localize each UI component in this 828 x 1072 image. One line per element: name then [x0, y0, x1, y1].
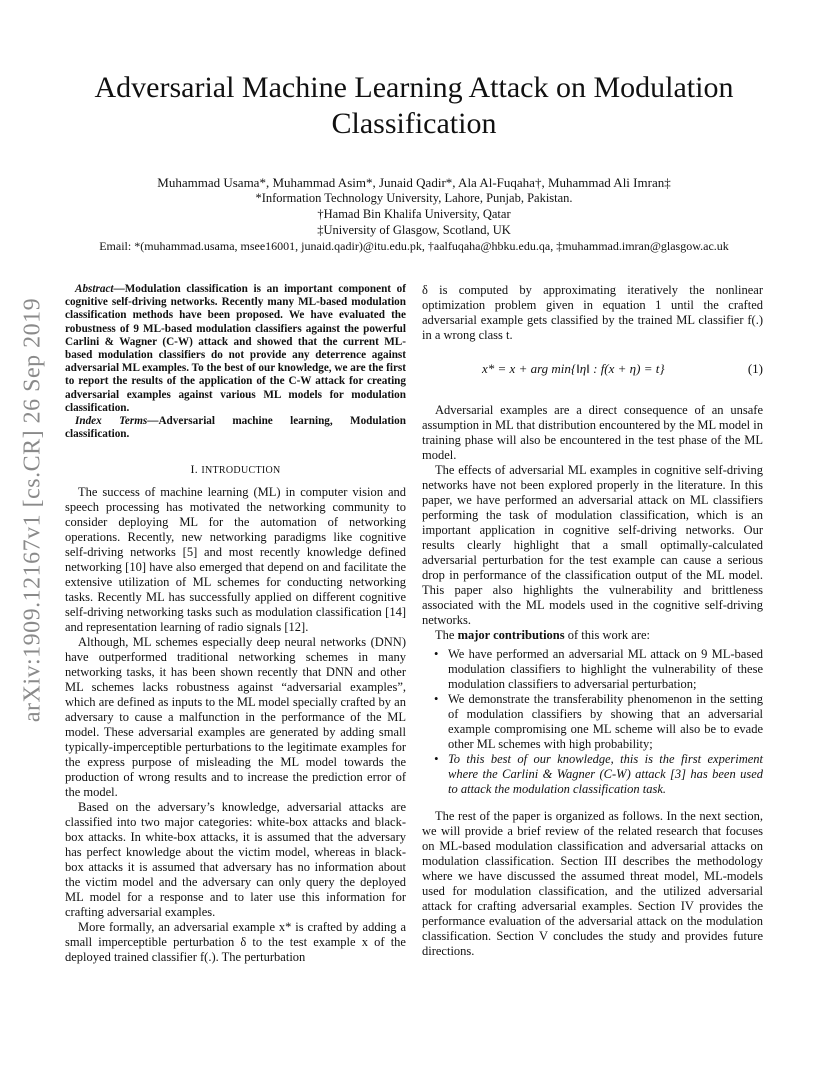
list-item: • We demonstrate the transferability phenomenon in the setting of modulation classifiers by showing that an adversarial example compromising one ML scheme will also be to evade other ML schemes with high probability;: [422, 692, 763, 752]
equation-expression: x* = x + arg min{‖η‖ : f(x + η) = t}: [482, 361, 665, 376]
index-terms-lead: Index Terms: [75, 415, 148, 428]
closing-paragraph: The rest of the paper is organized as follows. In the next section, we will provide a brief review of the related research that focuses on ML-based modulation classification and adversarial attacks on modulation classification. Section III describes the methodology where we have discussed the assumed threat model, ML-models used for modulation classification, and the utilized adversarial attack for crafting adversarial examples. Section IV provides the performance evaluation of the adversarial attack on the modulation classification. Section V concludes the study and provides future directions.: [422, 809, 763, 958]
section-heading-introduction: [65, 462, 406, 478]
intro-paragraph-1: The success of machine learning (ML) in computer vision and speech processing has motivated the networking community to consider deploying ML for the automation of networking operations. Recently, new networking paradigms like cognitive self-driving networks [5] and most recently knowledge defined networking [10] have also emerged that depend on and facilitate the extensive utilization of ML schemes for conducting networking tasks. Recently ML has successfully applied on different cognitive self-driving networking tasks such as modulation classification [14] and representation learning of radio signals [12].: [65, 485, 406, 635]
list-item: • We have performed an adversarial ML attack on 9 ML-based modulation classifiers to highlight the vulnerability of these modulation classifiers to adversarial perturbation;: [422, 647, 763, 692]
arxiv-stamp: [18, 290, 48, 730]
contrib-bold: major contributions: [457, 628, 565, 642]
contrib-after: of this work are:: [564, 628, 651, 642]
left-column: [65, 283, 406, 965]
contrib-before: The: [435, 628, 458, 642]
list-item: • To this best of our knowledge, this is the first experiment where the Carlini & Wagner (C-W) attack [3] has been used to attack the modulation classification task.: [422, 752, 763, 797]
body-paragraph-1: Adversarial examples are a direct consequence of an unsafe assumption in ML that distribution encountered by the ML model in training phase will also be encountered in the test phase of the ML model.: [422, 403, 763, 462]
affiliation-1: *Information Technology University, Lahore, Punjab, Pakistan.: [255, 191, 573, 205]
perturbation-paragraph: δ is computed by approximating iteratively the nonlinear optimization problem given in equation 1 until the crafted adversarial example gets classified by the trained ML classifier f(.) in a wrong class t.: [422, 283, 763, 342]
author-list: Muhammad Usama*, Muhammad Asim*, Junaid Qadir*, Ala Al-Fuqaha†, Muhammad Ali Imran‡: [157, 175, 671, 190]
arxiv-stamp-text: arXiv:1909.12167v1 [cs.CR] 26 Sep 2019: [19, 297, 46, 723]
intro-paragraph-2: Although, ML schemes especially deep neural networks (DNN) have outperformed traditional networking schemes in many networking tasks, it has been shown recently that DNN and other ML schemes lacks robustness against “adversarial examples”, which are defined as inputs to the ML model specially crafted by an adversary to cause a malfunction in the performance of the ML model. These adversarial examples are generated by adding small typically-imperceptible perturbations to the legitimate examples for the express purpose of misleading the ML model towards the production of wrong results and to increase the prediction error of the model.: [65, 635, 406, 800]
abstract: [65, 283, 406, 415]
equation-number: (1): [747, 361, 763, 376]
section-name: INTRODUCTION: [201, 465, 281, 477]
index-terms-text: —Adversarial machine learning, Modulation classification.: [65, 415, 406, 441]
email-line: Email: *(muhammad.usama, msee16001, junaid.qadir)@itu.edu.pk, †aalfuqaha@hbku.edu.qa, ‡muhammad.imran@glasgow.ac.uk: [99, 239, 729, 253]
index-terms: [65, 415, 406, 441]
intro-paragraph-4: More formally, an adversarial example x* is crafted by adding a small imperceptible perturbation δ to the test example x of the deployed trained classifier f(.). The perturbation: [65, 920, 406, 965]
right-column: [422, 283, 763, 959]
paper-title: Adversarial Machine Learning Attack on Modulation Classification: [94, 71, 734, 140]
abstract-text: —Modulation classification is an important component of cognitive self-driving networks. Recently many ML-based modulation classification methods have been proposed. We have evaluated the robustness of 9 ML-based modulation classifiers against the powerful Carlini & Wagner (C-W) attack and showed that the current ML-based modulation classifiers do not provide any deterrence against adversarial ML examples. To the best of our knowledge, we are the first to report the results of the application of the C-W attack for creating adversarial examples against various ML models for modulation classification.: [65, 283, 406, 414]
contributions-intro: [422, 628, 763, 643]
equation-1: [422, 355, 763, 391]
affiliation-3: ‡University of Glasgow, Scotland, UK: [317, 223, 511, 237]
section-numeral: I.: [190, 462, 202, 477]
affiliation-2: †Hamad Bin Khalifa University, Qatar: [317, 207, 511, 221]
contributions-list: [422, 647, 763, 797]
intro-paragraph-3: Based on the adversary’s knowledge, adversarial attacks are classified into two major categories: white-box attacks and black-box attacks. In white-box attacks, it is assumed that the adversary has perfect knowledge about the victim model, whereas in black-box attacks it is assumed that adversary has no information about the victim model and the adversary can only query the deployed ML model for a response and to later use this information for crafting adversarial examples.: [65, 800, 406, 920]
body-paragraph-2: The effects of adversarial ML examples in cognitive self-driving networks have not been explored properly in the literature. In this paper, we have performed an adversarial attack on ML classifiers performing the task of modulation classification, which is an important application in cognitive self-driving networks. Our results clearly highlight that a small optimally-calculated adversarial perturbation for the test example can cause a serious drop in performance of the classification output of the ML model. This paper also highlights the vulnerability and brittleness associated with the ML models used in the cognitive self-driving networks.: [422, 463, 763, 627]
abstract-lead: Abstract: [75, 283, 114, 295]
